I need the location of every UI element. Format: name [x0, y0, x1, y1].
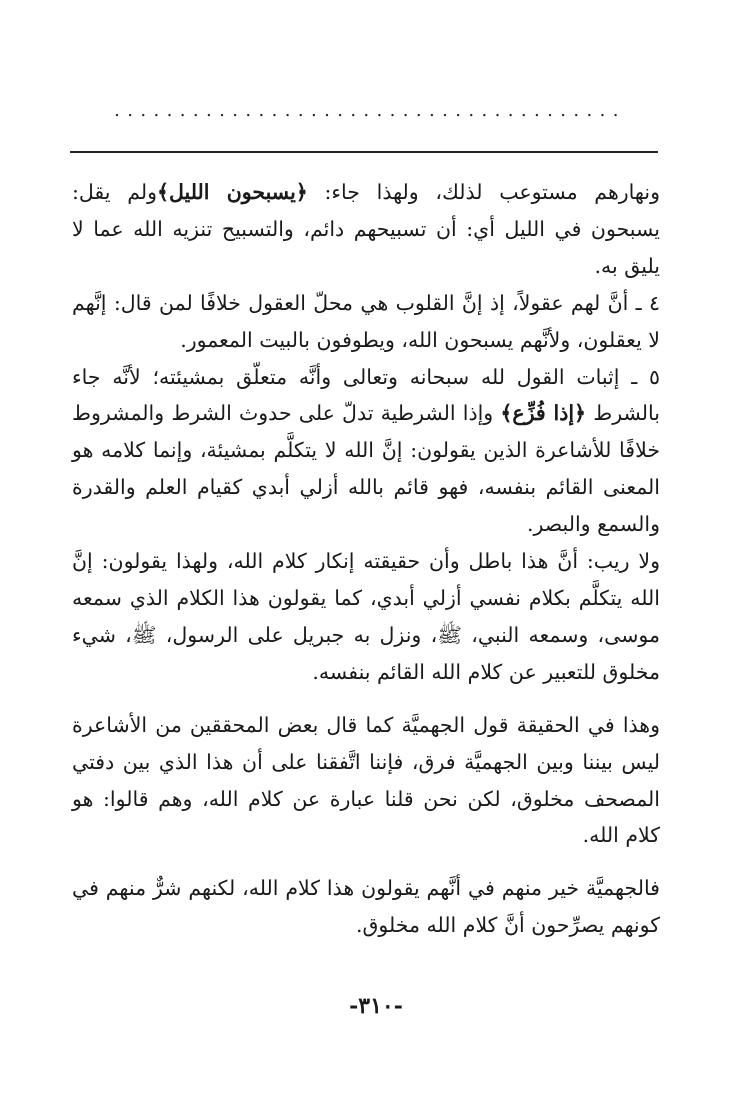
paragraph-point-4: ٤ ـ أنَّ لهم عقولاً، إذ إنَّ القلوب هي محلّ العقول خلافًا لمن قال: إنَّهم لا يعقلون، ولأنَّهم يسبحون الله، ويطوفون بالبيت المعمور. — [72, 290, 660, 352]
paragraph-1 — [72, 174, 660, 285]
paragraph-5-end: وإذا الشرطية تدلّ على حدوث الشرط والمشروط خلافًا للأشاعرة الذين يقولون: إنَّ الله لا يتكلَّم بمشيئة، وإنما كلامه هو المعنى القائم بنفسه، فهو قائم بالله أزلي أبدي كقيام العلم والقدرة والسمع والبصر. — [72, 401, 660, 537]
quran-quote-yusabbihun: ﴿يسبحون الليل﴾ — [156, 180, 308, 204]
paragraph-1-start: ونهارهم مستوعب لذلك، ولهذا جاء: — [307, 180, 660, 204]
paragraph-5-start: ٥ ـ إثبات القول لله سبحانه وتعالى وأنَّه متعلّق بمشيئته؛ لأنَّه جاء بالشرط — [72, 364, 660, 426]
paragraph-1-end: ولم يقل: يسبحون في الليل أي: أن تسبيحهم دائم، والتسبيح تنزيه الله عما لا يليق به. — [72, 180, 660, 278]
header-rule — [70, 151, 658, 153]
quran-quote-idha-fuzzia: ﴿إذا فُزِّع﴾ — [500, 401, 587, 426]
page-number: -٣١٠- — [349, 993, 403, 1019]
paragraph-jahmiyya-2: فالجهميَّة خير منهم في أنَّهم يقولون هذا كلام الله، لكنهم شرٌّ منهم في كونهم يصرِّحون أنَّ كلام الله مخلوق. — [72, 876, 660, 938]
paragraph-point-5 — [72, 359, 660, 544]
main-text — [72, 174, 660, 944]
paragraph-jahmiyya-1: وهذا في الحقيقة قول الجهميَّة كما قال بعض المحققين من الأشاعرة ليس بيننا وبين الجهميَّة فرق، فإننا اتَّفقنا على أن هذا الذي بين دفتي المصحف مخلوق، لكن نحن قلنا عبارة عن كلام الله، وهم قالوا: هو كلام الله. — [72, 712, 660, 848]
header-dotted-line: ....................................... — [114, 100, 626, 121]
paragraph-la-rayb: ولا ريب: أنَّ هذا باطل وأن حقيقته إنكار كلام الله، ولهذا يقولون: إنَّ الله يتكلَّم بكلام نفسي أزلي أبدي، كما يقولون هذا الكلام الذي سمعه موسى، وسمعه النبي، ﷺ، ونزل به جبريل على الرسول، ﷺ، شيء مخلوق للتعبير عن كلام الله القائم بنفسه. — [72, 549, 660, 684]
